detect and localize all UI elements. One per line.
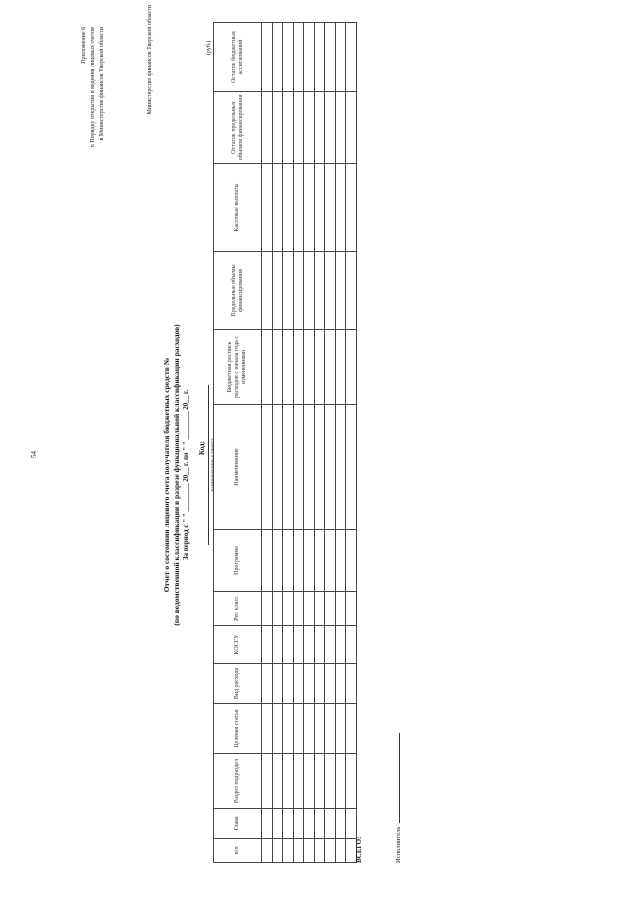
table-cell <box>272 839 283 863</box>
currency-unit: (руб.) <box>206 40 212 55</box>
report-title-line-1: Отчет о состоянии лицевого счета получателя бюджетных средств № <box>162 357 171 593</box>
table-cell <box>293 252 304 330</box>
col-header: Программа <box>214 530 262 592</box>
table-cell <box>293 592 304 626</box>
table-cell <box>335 92 346 164</box>
col-header: Предельные объемы финансирования <box>214 252 262 330</box>
table-cell <box>272 592 283 626</box>
table-cell <box>283 164 294 252</box>
table-cell <box>314 92 325 164</box>
table-cell <box>304 839 315 863</box>
table-cell <box>325 164 336 252</box>
table-cell <box>262 839 273 863</box>
table-row <box>304 23 315 863</box>
table-cell <box>293 704 304 754</box>
col-header: Остаток бюджетных ассигнований <box>214 23 262 92</box>
table-cell <box>325 530 336 592</box>
table-cell <box>293 530 304 592</box>
col-header: Целевая статья <box>214 704 262 754</box>
table-cell <box>262 164 273 252</box>
table-cell <box>314 164 325 252</box>
table-cell <box>293 664 304 704</box>
report-title-line-2: (по ведомственной классификации в разрезе функциональной классификации расходов) <box>172 324 181 626</box>
col-header: КОСГУ <box>214 626 262 664</box>
table-cell <box>262 92 273 164</box>
table-cell <box>314 839 325 863</box>
table-row <box>325 23 336 863</box>
table-cell <box>346 405 357 530</box>
executor-signature-line <box>399 733 400 823</box>
col-header: Наименование <box>214 405 262 530</box>
ministry-name: Министерство финансов Тверской области <box>147 5 153 115</box>
table-row <box>262 23 273 863</box>
table-cell <box>272 530 283 592</box>
table-cell <box>272 664 283 704</box>
table-cell <box>325 405 336 530</box>
table-cell <box>346 164 357 252</box>
table-cell <box>346 809 357 839</box>
table-cell <box>272 92 283 164</box>
table-cell <box>293 330 304 405</box>
table-cell <box>262 592 273 626</box>
report-period: За период с " " ________ 20__ г. по " " ________ 20__ г. <box>182 389 190 561</box>
col-header: Бюджетная роспись расходов с начала года с изменениями <box>214 330 262 405</box>
table-cell <box>272 164 283 252</box>
table-cell <box>346 626 357 664</box>
table-cell <box>304 23 315 92</box>
col-header: Остаток предельных объемов финансирования <box>214 92 262 164</box>
table-cell <box>335 23 346 92</box>
table-cell <box>335 405 346 530</box>
table-cell <box>262 809 273 839</box>
table-cell <box>335 809 346 839</box>
appendix-line-2: к Порядку открытия и ведения лицевых счетов <box>90 27 96 148</box>
table-cell <box>346 754 357 809</box>
table-cell <box>335 330 346 405</box>
table-cell <box>335 754 346 809</box>
table-cell <box>283 92 294 164</box>
table-cell <box>293 23 304 92</box>
code-label: Код: <box>198 441 206 455</box>
table-cell <box>283 754 294 809</box>
table-cell <box>314 626 325 664</box>
table-cell <box>283 839 294 863</box>
table-cell <box>325 704 336 754</box>
table-cell <box>325 592 336 626</box>
table-cell <box>304 405 315 530</box>
table-cell <box>325 754 336 809</box>
table-cell <box>304 754 315 809</box>
table-row <box>283 23 294 863</box>
appendix-line-3: в Министерстве финансов Тверской области <box>99 27 105 141</box>
table-cell <box>293 839 304 863</box>
col-header: Кассовые выплаты <box>214 164 262 252</box>
table-cell <box>304 252 315 330</box>
table-cell <box>314 405 325 530</box>
table-cell <box>283 626 294 664</box>
appendix-note <box>80 27 107 227</box>
table-cell <box>262 405 273 530</box>
table-cell <box>283 592 294 626</box>
table-cell <box>325 809 336 839</box>
table-cell <box>262 754 273 809</box>
table-cell <box>346 704 357 754</box>
table-row <box>314 23 325 863</box>
table-cell <box>314 592 325 626</box>
table-cell <box>335 664 346 704</box>
table-cell <box>325 23 336 92</box>
table-cell <box>346 530 357 592</box>
table-cell <box>346 592 357 626</box>
table-cell <box>304 330 315 405</box>
table-cell <box>346 92 357 164</box>
table-cell <box>335 164 346 252</box>
table-cell <box>262 704 273 754</box>
table-cell <box>283 330 294 405</box>
table-cell <box>325 664 336 704</box>
table-cell <box>335 592 346 626</box>
client-name-caption: наименование клиента <box>208 385 216 545</box>
table-cell <box>293 754 304 809</box>
table-cell <box>304 809 315 839</box>
table-cell <box>262 626 273 664</box>
table-cell <box>314 23 325 92</box>
table-cell <box>304 164 315 252</box>
table-cell <box>304 592 315 626</box>
table-cell <box>335 252 346 330</box>
col-header: Рег. класс <box>214 592 262 626</box>
table-cell <box>346 330 357 405</box>
table-cell <box>314 530 325 592</box>
table-cell <box>262 252 273 330</box>
table-cell <box>262 330 273 405</box>
table-cell <box>283 405 294 530</box>
table-cell <box>314 704 325 754</box>
page-number: 54 <box>30 451 38 458</box>
appendix-line-1: Приложение 6 <box>81 27 87 64</box>
table-row <box>346 23 357 863</box>
table-cell <box>293 92 304 164</box>
table-cell <box>272 405 283 530</box>
table-cell <box>293 626 304 664</box>
table-cell <box>335 704 346 754</box>
table-cell <box>314 809 325 839</box>
table-cell <box>304 626 315 664</box>
table-cell <box>283 809 294 839</box>
table-cell <box>283 23 294 92</box>
table-cell <box>346 23 357 92</box>
table-row <box>272 23 283 863</box>
col-header: Раздел подраздел <box>214 754 262 809</box>
table-cell <box>325 252 336 330</box>
table-cell <box>293 405 304 530</box>
table-cell <box>272 330 283 405</box>
table-cell <box>293 164 304 252</box>
table-cell <box>283 704 294 754</box>
col-header: Вид расхода <box>214 664 262 704</box>
table-cell <box>335 626 346 664</box>
table-cell <box>314 330 325 405</box>
report-title <box>162 285 182 665</box>
table-header-row <box>214 23 262 863</box>
table-cell <box>325 92 336 164</box>
table-cell <box>272 809 283 839</box>
table-cell <box>272 252 283 330</box>
table-cell <box>314 664 325 704</box>
table-cell <box>346 664 357 704</box>
table-row <box>293 23 304 863</box>
table-cell <box>304 530 315 592</box>
table-cell <box>283 664 294 704</box>
table-cell <box>304 704 315 754</box>
col-header: Глава <box>214 809 262 839</box>
table-cell <box>325 626 336 664</box>
total-label: ВСЕГО: <box>355 836 363 863</box>
table-cell <box>283 252 294 330</box>
table-cell <box>283 530 294 592</box>
col-header: п/п <box>214 839 262 863</box>
table-cell <box>272 626 283 664</box>
table-cell <box>304 92 315 164</box>
table-row <box>335 23 346 863</box>
table-cell <box>262 664 273 704</box>
table-cell <box>325 330 336 405</box>
executor-label: Исполнитель <box>395 826 402 863</box>
table-cell <box>262 23 273 92</box>
table-cell <box>272 704 283 754</box>
report-table <box>213 22 357 863</box>
table-cell <box>335 530 346 592</box>
table-cell <box>346 252 357 330</box>
table-cell <box>335 839 346 863</box>
table-cell <box>293 809 304 839</box>
table-cell <box>304 664 315 704</box>
executor-signature <box>395 733 402 863</box>
table-cell <box>314 252 325 330</box>
table-cell <box>272 754 283 809</box>
table-cell <box>272 23 283 92</box>
table-cell <box>314 754 325 809</box>
table-cell <box>325 839 336 863</box>
table-cell <box>262 530 273 592</box>
